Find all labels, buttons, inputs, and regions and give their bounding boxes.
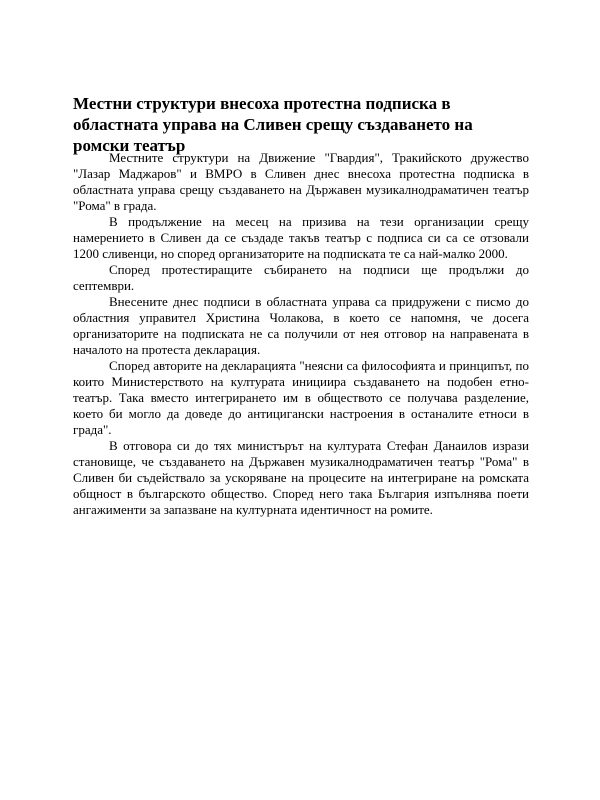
paragraph-4: Внесените днес подписи в областната управа са придружени с писмо до областния управител Христина Чолакова, в което се напомня, че досега организаторите на подписката не са получили от нея отговор на направената в началото на протеста декларация. [73, 294, 529, 357]
paragraph-3: Според протестиращите събирането на подписи ще продължи до септември. [73, 262, 529, 293]
document-body [73, 150, 529, 518]
paragraph-6: В отговора си до тях министърът на културата Стефан Данаилов изрази становище, че създаването на Държавен музикалнодраматичен театър "Рома" в Сливен би съдействало за ускоряване на процесите на интегриране на ромската общност в българското общество. Според него така България изпълнява поети ангажименти за запазване на културната идентичност на ромите. [73, 438, 529, 517]
paragraph-5: Според авторите на декларацията "неясни са философията и принципът, по които Министерството на културата инициира създаването на подобен етно-театър. Така вместо интегрирането им в обществото се получава разделение, което би могло да доведе до антицигански настроения в останалите етноси в града". [73, 358, 529, 437]
document-title: Местни структури внесоха протестна подписка в областната управа на Сливен срещу създаването на ромски театър [73, 94, 473, 155]
paragraph-1: Местните структури на Движение "Гвардия", Тракийското дружество "Лазар Маджаров" и ВМРО в Сливен днес внесоха протестна подписка в областната управа срещу създаването на Държавен музикалнодраматичен театър "Рома" в града. [73, 150, 529, 213]
paragraph-2: В продължение на месец на призива на тези организации срещу намерението в Сливен да се създаде такъв театър с подписа си са се отзовали 1200 сливенци, но според организаторите на подписката те са най-малко 2000. [73, 214, 529, 261]
